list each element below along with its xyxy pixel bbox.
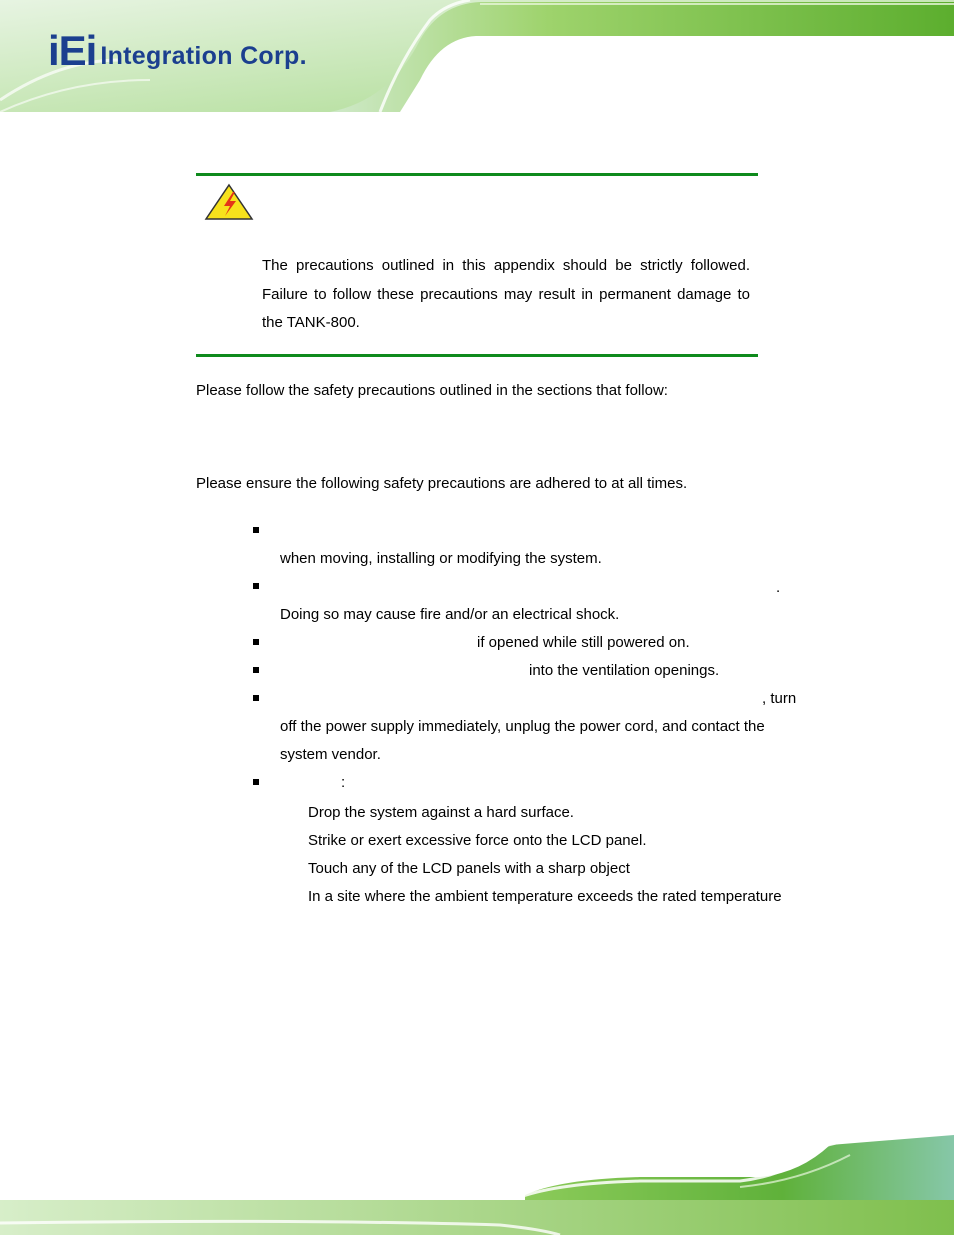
sub-item: Touch any of the LCD panels with a sharp object xyxy=(308,860,630,877)
warning-bottom-rule xyxy=(196,354,758,357)
bullet-4-tail: into the ventilation openings. xyxy=(529,662,720,679)
sub-item: Strike or exert excessive force onto the LCD panel. xyxy=(308,832,647,849)
sub-item: In a site where the ambient temperature exceeds the rated temperature xyxy=(308,888,782,905)
bullet-marker xyxy=(253,667,259,673)
warning-top-rule xyxy=(196,173,758,176)
warning-text: The precautions outlined in this appendix should be strictly followed. Failure to follow these precautions may result in permanent damage to the TANK-800. xyxy=(262,257,750,331)
sub-item: Drop the system against a hard surface. xyxy=(308,804,574,821)
company-logo xyxy=(48,28,307,72)
ensure-paragraph: Please ensure the following safety precautions are adhered to at all times. xyxy=(196,475,688,492)
bullet-6-tail: : xyxy=(341,774,346,791)
bullet-marker xyxy=(253,695,259,701)
bullet-5-tail: , turn xyxy=(762,690,797,707)
bullet-2-tail: . xyxy=(776,579,781,596)
warning-triangle-lightning-icon xyxy=(204,183,254,221)
bullet-marker xyxy=(253,583,259,589)
bullet-5-line-2: off the power supply immediately, unplug the power cord, and contact the xyxy=(280,718,765,735)
bullet-2-line-2: Doing so may cause fire and/or an electrical shock. xyxy=(280,606,620,623)
bullet-marker xyxy=(253,639,259,645)
bullet-3-tail: if opened while still powered on. xyxy=(477,634,690,651)
logo-company-name: Integration Corp. xyxy=(100,42,307,70)
bullet-marker xyxy=(253,527,259,533)
bullet-marker xyxy=(253,779,259,785)
logo-iei-text: iEi xyxy=(48,27,97,74)
bullet-5-line-3: system vendor. xyxy=(280,746,381,763)
footer-banner xyxy=(0,1135,954,1235)
bullet-1-line-2: when moving, installing or modifying the system. xyxy=(280,550,602,567)
intro-paragraph: Please follow the safety precautions outlined in the sections that follow: xyxy=(196,382,668,399)
